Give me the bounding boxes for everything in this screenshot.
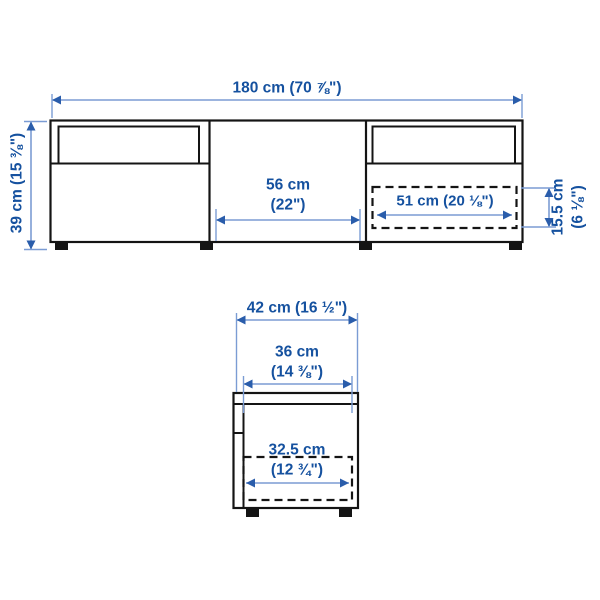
- overall-width-label: 180 cm (70 ⅞"): [232, 79, 342, 97]
- side-foot-1: [246, 508, 259, 517]
- middle-opening-cm: 56 cm: [266, 176, 310, 194]
- overall-height-label: 39 cm (15 ⅜"): [8, 132, 26, 234]
- drawer-inner-height-label: [549, 179, 588, 236]
- front-foot-3: [359, 242, 372, 250]
- drawer-inner-height-in: (6 ⅛"): [569, 185, 586, 229]
- top-opening-depth-label: [271, 343, 323, 382]
- drawer-inner-width-label: 51 cm (20 ⅛"): [396, 192, 494, 210]
- front-foot-4: [509, 242, 522, 250]
- side-foot-2: [339, 508, 352, 517]
- front-foot-1: [55, 242, 68, 250]
- drawer-inner-depth-in: (12 ¾"): [270, 461, 324, 478]
- top-opening-depth-cm: 36 cm: [275, 343, 319, 361]
- middle-opening-label: [266, 176, 310, 215]
- front-foot-2: [200, 242, 213, 250]
- middle-opening-in: (22"): [270, 196, 306, 213]
- drawer-inner-depth-cm: 32.5 cm: [268, 441, 326, 459]
- overall-depth-label: 42 cm (16 ½"): [246, 299, 348, 317]
- front-right-opening: [373, 127, 516, 164]
- drawer-inner-depth-label: [269, 441, 326, 480]
- front-left-opening: [59, 127, 200, 164]
- top-opening-depth-in: (14 ⅜"): [270, 363, 324, 380]
- drawer-inner-height-cm: 15.5 cm: [549, 178, 567, 236]
- front-dimensions: [24, 94, 556, 250]
